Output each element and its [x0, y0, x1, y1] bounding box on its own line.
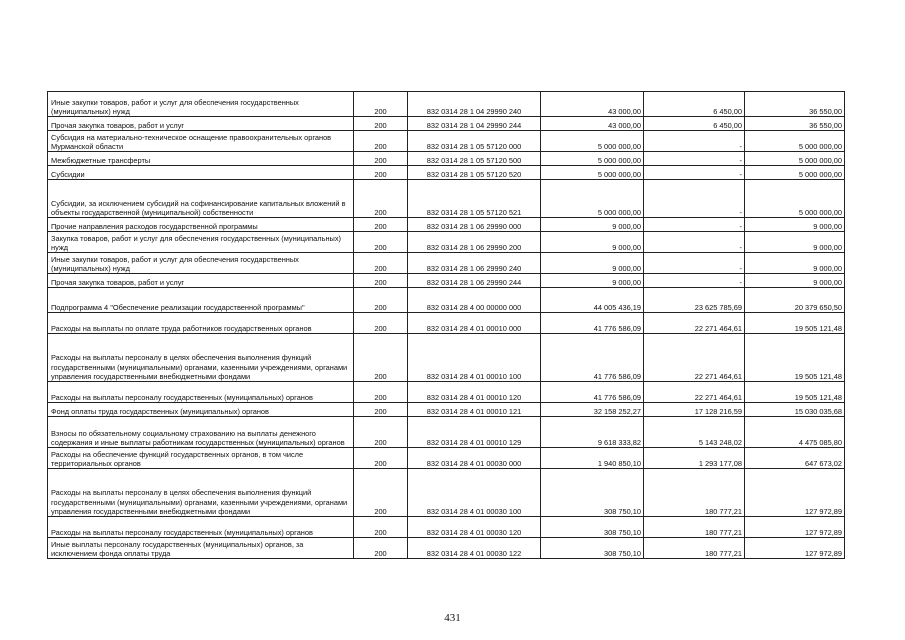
- row-code: 200: [354, 538, 408, 559]
- row-code: 200: [354, 232, 408, 253]
- table-row: [48, 538, 845, 559]
- row-code: 200: [354, 448, 408, 469]
- row-amount-executed: 6 450,00: [644, 92, 745, 117]
- row-classification: 832 0314 28 1 06 29990 200: [408, 232, 541, 253]
- row-name: Субсидия на материально-техническое оснащение правоохранительных органов Мурманской области: [48, 131, 354, 152]
- row-classification: 832 0314 28 4 01 00010 000: [408, 313, 541, 334]
- row-classification: 832 0314 28 4 01 00030 120: [408, 517, 541, 538]
- row-classification: 832 0314 28 1 05 57120 521: [408, 180, 541, 218]
- table-row: [48, 274, 845, 288]
- row-amount-remaining: 20 379 650,50: [745, 288, 845, 313]
- row-name: Иные закупки товаров, работ и услуг для обеспечения государственных (муниципальных) нужд: [48, 92, 354, 117]
- row-amount-remaining: 5 000 000,00: [745, 131, 845, 152]
- row-amount-remaining: 9 000,00: [745, 232, 845, 253]
- row-amount-executed: 23 625 785,69: [644, 288, 745, 313]
- table-row: [48, 469, 845, 517]
- row-name: Расходы на выплаты персоналу в целях обеспечения выполнения функций государственными (муниципальными) органами, казенными учреждениями, органами управления государственными внебюджетными фондами: [48, 469, 354, 517]
- row-name: Взносы по обязательному социальному страхованию на выплаты денежного содержания и иные выплаты работникам государственных (муниципальных) органов: [48, 417, 354, 448]
- row-amount-remaining: 19 505 121,48: [745, 334, 845, 382]
- row-name: Расходы на обеспечение функций государственных органов, в том числе территориальных органов: [48, 448, 354, 469]
- row-classification: 832 0314 28 4 01 00010 129: [408, 417, 541, 448]
- row-amount-planned: 9 000,00: [541, 274, 644, 288]
- row-amount-remaining: 4 475 085,80: [745, 417, 845, 448]
- table-row: [48, 232, 845, 253]
- row-amount-executed: -: [644, 166, 745, 180]
- table-row: [48, 334, 845, 382]
- row-amount-remaining: 127 972,89: [745, 469, 845, 517]
- row-classification: 832 0314 28 1 06 29990 240: [408, 253, 541, 274]
- row-classification: 832 0314 28 4 01 00030 122: [408, 538, 541, 559]
- table-row: [48, 131, 845, 152]
- table-row: [48, 166, 845, 180]
- table-row: [48, 403, 845, 417]
- row-amount-remaining: 127 972,89: [745, 538, 845, 559]
- row-classification: 832 0314 28 1 06 29990 244: [408, 274, 541, 288]
- row-amount-executed: 180 777,21: [644, 517, 745, 538]
- row-name: Прочие направления расходов государственной программы: [48, 218, 354, 232]
- row-code: 200: [354, 166, 408, 180]
- row-classification: 832 0314 28 4 01 00030 100: [408, 469, 541, 517]
- row-amount-planned: 5 000 000,00: [541, 131, 644, 152]
- row-code: 200: [354, 288, 408, 313]
- table-row: [48, 417, 845, 448]
- table-row: [48, 448, 845, 469]
- table-row: [48, 152, 845, 166]
- row-amount-planned: 5 000 000,00: [541, 152, 644, 166]
- row-name: Расходы на выплаты по оплате труда работников государственных органов: [48, 313, 354, 334]
- row-amount-executed: 5 143 248,02: [644, 417, 745, 448]
- row-name: Субсидии, за исключением субсидий на софинансирование капитальных вложений в объекты государственной (муниципальной) собственности: [48, 180, 354, 218]
- row-amount-remaining: 36 550,00: [745, 117, 845, 131]
- table-row: [48, 253, 845, 274]
- row-name: Субсидии: [48, 166, 354, 180]
- row-amount-remaining: 36 550,00: [745, 92, 845, 117]
- row-amount-executed: 17 128 216,59: [644, 403, 745, 417]
- table-row: [48, 180, 845, 218]
- row-amount-remaining: 647 673,02: [745, 448, 845, 469]
- table-row: [48, 313, 845, 334]
- row-classification: 832 0314 28 4 01 00030 000: [408, 448, 541, 469]
- row-code: 200: [354, 131, 408, 152]
- row-amount-remaining: 15 030 035,68: [745, 403, 845, 417]
- row-amount-planned: 9 000,00: [541, 253, 644, 274]
- row-amount-planned: 9 618 333,82: [541, 417, 644, 448]
- row-amount-executed: -: [644, 131, 745, 152]
- row-amount-executed: 6 450,00: [644, 117, 745, 131]
- row-code: 200: [354, 253, 408, 274]
- row-amount-remaining: 19 505 121,48: [745, 313, 845, 334]
- row-classification: 832 0314 28 4 01 00010 121: [408, 403, 541, 417]
- row-name: Прочая закупка товаров, работ и услуг: [48, 117, 354, 131]
- row-code: 200: [354, 152, 408, 166]
- row-amount-remaining: 127 972,89: [745, 517, 845, 538]
- page-number: 431: [444, 612, 461, 624]
- row-classification: 832 0314 28 1 06 29990 000: [408, 218, 541, 232]
- row-amount-planned: 1 940 850,10: [541, 448, 644, 469]
- row-amount-planned: 44 005 436,19: [541, 288, 644, 313]
- table-row: [48, 517, 845, 538]
- row-name: Фонд оплаты труда государственных (муниципальных) органов: [48, 403, 354, 417]
- row-amount-planned: 308 750,10: [541, 538, 644, 559]
- row-code: 200: [354, 117, 408, 131]
- row-classification: 832 0314 28 4 01 00010 120: [408, 382, 541, 403]
- row-code: 200: [354, 403, 408, 417]
- row-classification: 832 0314 28 1 05 57120 000: [408, 131, 541, 152]
- row-amount-executed: -: [644, 218, 745, 232]
- row-name: Подпрограмма 4 "Обеспечение реализации государственной программы": [48, 288, 354, 313]
- row-code: 200: [354, 180, 408, 218]
- row-amount-planned: 9 000,00: [541, 218, 644, 232]
- row-amount-remaining: 19 505 121,48: [745, 382, 845, 403]
- row-amount-remaining: 5 000 000,00: [745, 180, 845, 218]
- row-name: Расходы на выплаты персоналу государственных (муниципальных) органов: [48, 382, 354, 403]
- table-row: [48, 218, 845, 232]
- row-name: Прочая закупка товаров, работ и услуг: [48, 274, 354, 288]
- row-name: Иные закупки товаров, работ и услуг для обеспечения государственных (муниципальных) нужд: [48, 253, 354, 274]
- row-code: 200: [354, 218, 408, 232]
- row-amount-executed: 22 271 464,61: [644, 382, 745, 403]
- budget-table: [47, 91, 845, 559]
- row-code: 200: [354, 469, 408, 517]
- row-classification: 832 0314 28 1 04 29990 240: [408, 92, 541, 117]
- table-row: [48, 92, 845, 117]
- row-amount-executed: 1 293 177,08: [644, 448, 745, 469]
- row-code: 200: [354, 517, 408, 538]
- row-amount-remaining: 9 000,00: [745, 253, 845, 274]
- row-amount-remaining: 5 000 000,00: [745, 166, 845, 180]
- table-row: [48, 117, 845, 131]
- row-name: Закупка товаров, работ и услуг для обеспечения государственных (муниципальных) нужд: [48, 232, 354, 253]
- row-code: 200: [354, 274, 408, 288]
- row-classification: 832 0314 28 1 04 29990 244: [408, 117, 541, 131]
- row-classification: 832 0314 28 1 05 57120 520: [408, 166, 541, 180]
- row-amount-executed: 22 271 464,61: [644, 313, 745, 334]
- row-code: 200: [354, 92, 408, 117]
- row-amount-executed: 22 271 464,61: [644, 334, 745, 382]
- row-amount-executed: -: [644, 152, 745, 166]
- row-name: Иные выплаты персоналу государственных (муниципальных) органов, за исключением фонда оплаты труда: [48, 538, 354, 559]
- row-name: Расходы на выплаты персоналу государственных (муниципальных) органов: [48, 517, 354, 538]
- row-code: 200: [354, 334, 408, 382]
- row-name: Межбюджетные трансферты: [48, 152, 354, 166]
- row-amount-planned: 43 000,00: [541, 92, 644, 117]
- row-classification: 832 0314 28 4 01 00010 100: [408, 334, 541, 382]
- row-amount-executed: -: [644, 274, 745, 288]
- row-amount-planned: 41 776 586,09: [541, 334, 644, 382]
- row-name: Расходы на выплаты персоналу в целях обеспечения выполнения функций государственными (муниципальными) органами, казенными учреждениями, органами управления государственными внебюджетными фондами: [48, 334, 354, 382]
- row-amount-planned: 32 158 252,27: [541, 403, 644, 417]
- row-amount-planned: 43 000,00: [541, 117, 644, 131]
- row-amount-planned: 308 750,10: [541, 469, 644, 517]
- row-amount-remaining: 9 000,00: [745, 274, 845, 288]
- row-amount-executed: -: [644, 180, 745, 218]
- row-code: 200: [354, 417, 408, 448]
- row-classification: 832 0314 28 1 05 57120 500: [408, 152, 541, 166]
- table-row: [48, 288, 845, 313]
- row-amount-planned: 5 000 000,00: [541, 166, 644, 180]
- row-code: 200: [354, 313, 408, 334]
- row-amount-planned: 41 776 586,09: [541, 313, 644, 334]
- row-amount-executed: -: [644, 253, 745, 274]
- row-code: 200: [354, 382, 408, 403]
- table-row: [48, 382, 845, 403]
- row-classification: 832 0314 28 4 00 00000 000: [408, 288, 541, 313]
- row-amount-planned: 9 000,00: [541, 232, 644, 253]
- row-amount-executed: 180 777,21: [644, 538, 745, 559]
- row-amount-remaining: 9 000,00: [745, 218, 845, 232]
- table-body: [48, 92, 845, 559]
- row-amount-executed: -: [644, 232, 745, 253]
- row-amount-executed: 180 777,21: [644, 469, 745, 517]
- row-amount-remaining: 5 000 000,00: [745, 152, 845, 166]
- row-amount-planned: 5 000 000,00: [541, 180, 644, 218]
- row-amount-planned: 308 750,10: [541, 517, 644, 538]
- row-amount-planned: 41 776 586,09: [541, 382, 644, 403]
